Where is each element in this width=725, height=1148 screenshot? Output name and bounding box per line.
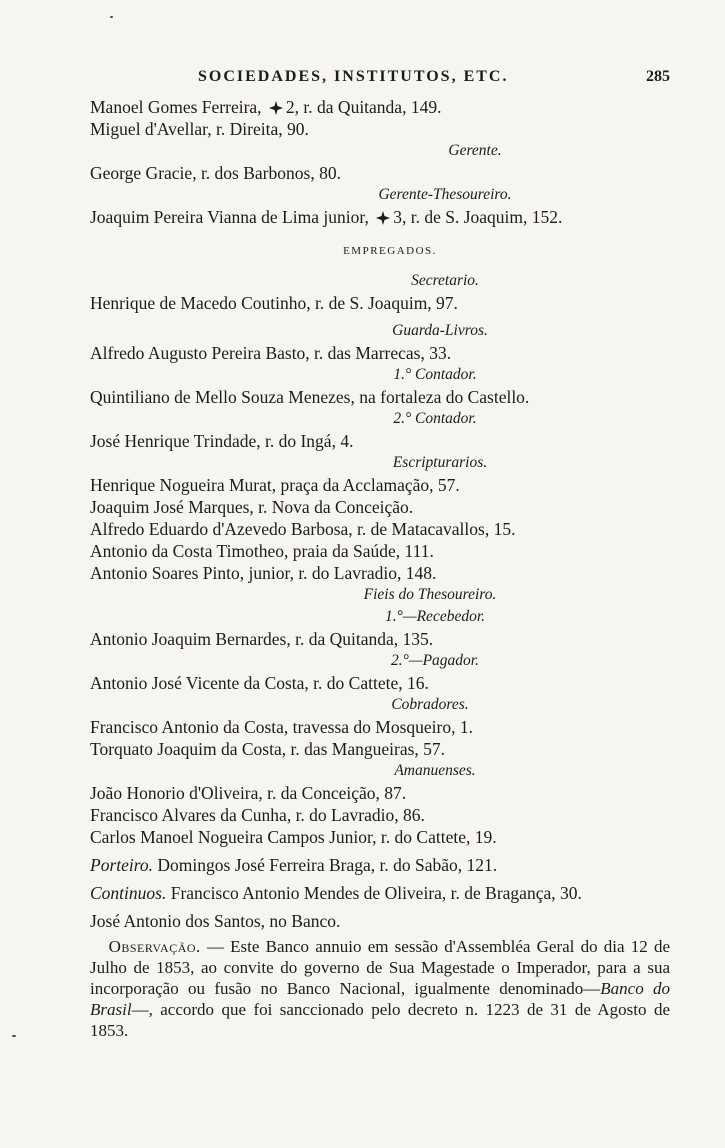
list-item: João Honorio d'Oliveira, r. da Conceição, 87. bbox=[90, 783, 407, 803]
section-label-escripturarios: Escripturarios. bbox=[392, 454, 488, 471]
cross-of-order-icon bbox=[269, 101, 283, 115]
entry-line: Antonio Joaquim Bernardes, r. da Quitanda, 135. bbox=[90, 629, 434, 649]
section-label-secretario: Secretario. bbox=[411, 272, 479, 289]
porteiro-label: Porteiro. bbox=[90, 855, 154, 875]
section-label-gerente: Gerente. bbox=[448, 142, 502, 159]
section-label-fieis: Fieis do Thesoureiro. bbox=[363, 586, 497, 603]
section-label-contador-1: 1.° Contador. bbox=[393, 366, 477, 383]
list-item: Alfredo Eduardo d'Azevedo Barbosa, r. de Matacavallos, 15. bbox=[90, 519, 516, 539]
porteiro-line: Porteiro. Domingos José Ferreira Braga, r. do Sabão, 121. bbox=[90, 855, 498, 875]
section-label-guarda-livros: Guarda-Livros. bbox=[392, 322, 488, 339]
section-label-contador-2: 2.° Contador. bbox=[393, 410, 477, 427]
list-item: Francisco Antonio da Costa, travessa do Mosqueiro, 1. bbox=[90, 717, 474, 737]
list-item: Carlos Manoel Nogueira Campos Junior, r. do Cattete, 19. bbox=[90, 827, 497, 847]
empregados-heading: EMPREGADOS. bbox=[343, 245, 437, 257]
section-label-gerente-thesoureiro: Gerente-Thesoureiro. bbox=[378, 186, 512, 203]
entry-line: Antonio José Vicente da Costa, r. do Cattete, 16. bbox=[90, 673, 429, 693]
entry-line: Quintiliano de Mello Souza Menezes, na fortaleza do Castello. bbox=[90, 387, 530, 407]
entry-line: Manoel Gomes Ferreira, 2, r. da Quitanda, 149. bbox=[90, 97, 442, 117]
page-header bbox=[90, 64, 670, 90]
ink-speck bbox=[12, 1035, 16, 1037]
list-item: Antonio Soares Pinto, junior, r. do Lavradio, 148. bbox=[90, 563, 437, 583]
cross-of-order-icon bbox=[376, 211, 390, 225]
entry-line: Henrique de Macedo Coutinho, r. de S. Joaquim, 97. bbox=[90, 293, 458, 313]
list-item: Henrique Nogueira Murat, praça da Acclamação, 57. bbox=[90, 475, 460, 495]
observacao-paragraph: Observação. — Este Banco annuio em sessão d'Assembléa Geral do dia 12 de Julho de 1853, ao convite do governo de Sua Magestade o Imperador, para a sua incorporação ou fusão no Banco Nacional, igualmente denominado—Banco do Brasil—, accordo que foi sanccionado pelo decreto n. 1223 de 31 de Agosto de 1853. bbox=[90, 937, 670, 1040]
page-number: 285 bbox=[646, 68, 670, 85]
entry-line: José Henrique Trindade, r. do Ingá, 4. bbox=[90, 431, 354, 451]
list-item: Joaquim José Marques, r. Nova da Conceição. bbox=[90, 497, 414, 517]
entry-line: José Antonio dos Santos, no Banco. bbox=[90, 911, 341, 931]
entry-line: Joaquim Pereira Vianna de Lima junior, 3, r. de S. Joaquim, 152. bbox=[90, 207, 563, 227]
section-label-recebedor: 1.°—Recebedor. bbox=[384, 608, 486, 625]
observacao-lead: Observação. bbox=[108, 937, 201, 956]
list-item: Torquato Joaquim da Costa, r. das Mangueiras, 57. bbox=[90, 739, 446, 759]
continuos-line: Continuos. Francisco Antonio Mendes de Oliveira, r. de Bragança, 30. bbox=[90, 883, 582, 903]
list-item: Antonio da Costa Timotheo, praia da Saúde, 111. bbox=[90, 541, 434, 561]
list-item: Francisco Alvares da Cunha, r. do Lavradio, 86. bbox=[90, 805, 425, 825]
ink-speck bbox=[110, 16, 113, 18]
section-label-pagador: 2.°—Pagador. bbox=[390, 652, 479, 669]
banco-do-brasil: Banco do Brasil bbox=[90, 979, 670, 1019]
entry-line: Miguel d'Avellar, r. Direita, 90. bbox=[90, 119, 309, 139]
running-title: SOCIEDADES, INSTITUTOS, ETC. bbox=[198, 68, 509, 85]
page-body bbox=[90, 96, 670, 1041]
entry-line: George Gracie, r. dos Barbonos, 80. bbox=[90, 163, 341, 183]
continuos-label: Continuos. bbox=[90, 883, 167, 903]
entry-line: Alfredo Augusto Pereira Basto, r. das Marrecas, 33. bbox=[90, 343, 452, 363]
section-label-amanuenses: Amanuenses. bbox=[394, 762, 476, 779]
section-label-cobradores: Cobradores. bbox=[391, 696, 469, 713]
